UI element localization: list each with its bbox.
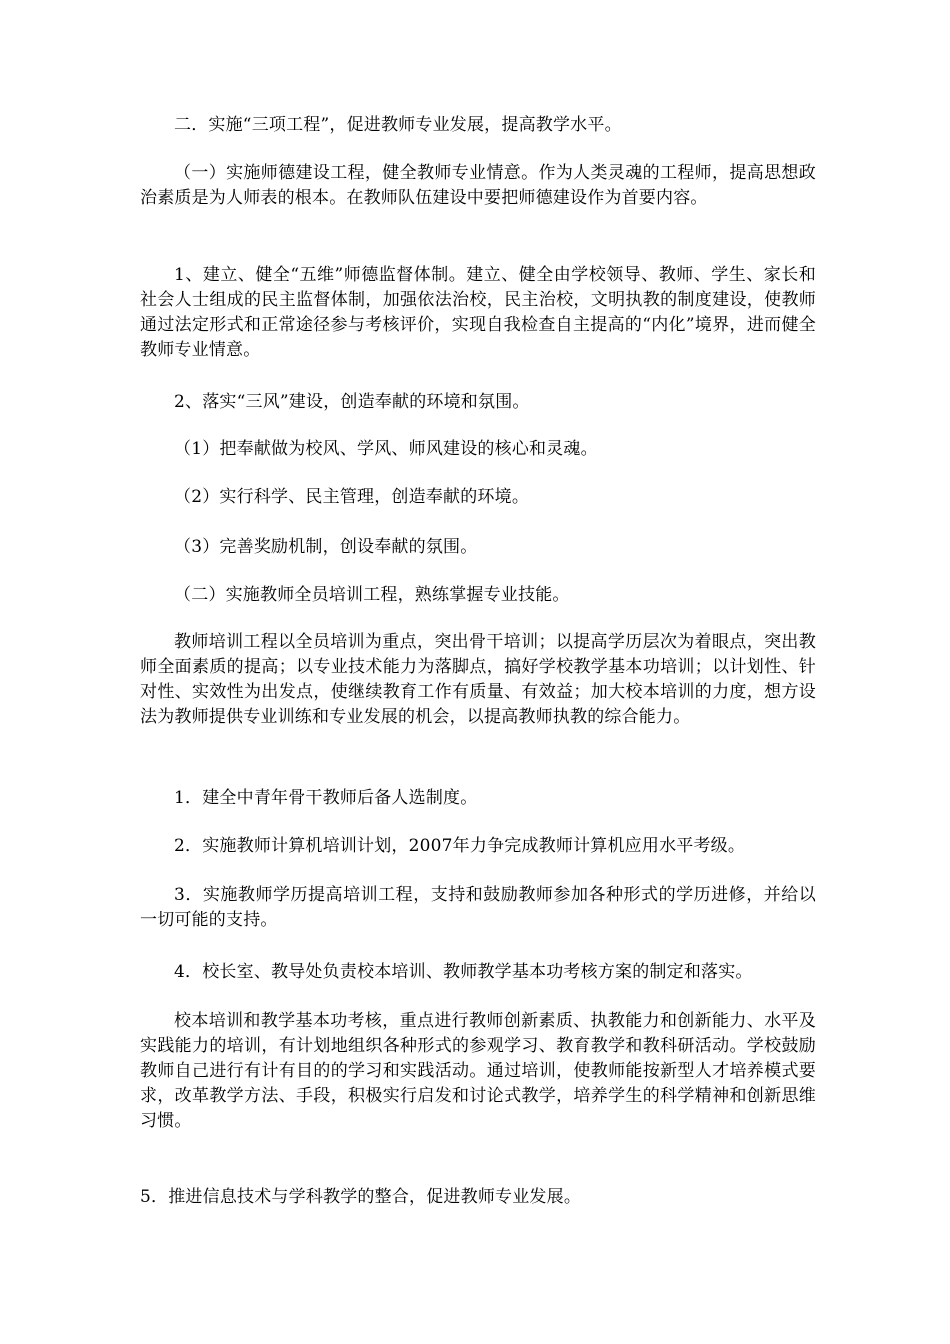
body-paragraph: 教师培训工程以全员培训为重点，突出骨干培训；以提高学历层次为着眼点，突出教师全面素质的提高；以专业技术能力为落脚点，搞好学校教学基本功培训；以计划性、针对性、实效性为出发点，使继续教育工作有质量、有效益；加大校本培训的力度，想方设法为教师提供专业训练和专业发展的机会，以提高教师执教的综合能力。 [140, 632, 816, 727]
list-item: （1）把奉献做为校风、学风、师风建设的核心和灵魂。 [174, 439, 598, 459]
list-item: 4．校长室、教导处负责校本培训、教师教学基本功考核方案的制定和落实。 [174, 962, 753, 982]
list-item: （3）完善奖励机制，创设奉献的氛围。 [174, 537, 478, 557]
body-paragraph: 2、落实“三风”建设，创造奉献的环境和氛围。 [174, 392, 530, 412]
list-item: 5．推进信息技术与学科教学的整合，促进教师专业发展。 [140, 1187, 582, 1207]
subsection-heading: （二）实施教师全员培训工程，熟练掌握专业技能。 [174, 585, 570, 605]
list-item: （2）实行科学、民主管理，创造奉献的环境。 [174, 487, 530, 507]
body-paragraph: 1、建立、健全“五维”师德监督体制。建立、健全由学校领导、教师、学生、家长和社会人士组成的民主监督体制，加强依法治校，民主治校，文明执教的制度建设，使教师通过法定形式和正常途径参与考核评价，实现自我检查自主提高的“内化”境界，进而健全教师专业情意。 [140, 265, 816, 360]
list-item: 1．建全中青年骨干教师后备人选制度。 [174, 788, 478, 808]
list-item: 2．实施教师计算机培训计划，2007年力争完成教师计算机应用水平考级。 [174, 836, 746, 856]
list-item: 3．实施教师学历提高培训工程，支持和鼓励教师参加各种形式的学历进修，并给以一切可能的支持。 [140, 885, 816, 930]
subsection-heading-paragraph: （一）实施师德建设工程，健全教师专业情意。作为人类灵魂的工程师，提高思想政治素质是为人师表的根本。在教师队伍建设中要把师德建设作为首要内容。 [140, 163, 816, 208]
body-paragraph: 校本培训和教学基本功考核，重点进行教师创新素质、执教能力和创新能力、水平及实践能力的培训，有计划地组织各种形式的参观学习、教育教学和教科研活动。学校鼓励教师自己进行有计有目的的学习和实践活动。通过培训，使教师能按新型人才培养模式要求，改革教学方法、手段，积极实行启发和讨论式教学，培养学生的科学精神和创新思维习惯。 [140, 1011, 816, 1131]
section-heading: 二．实施“三项工程”，促进教师专业发展，提高教学水平。 [174, 115, 622, 135]
